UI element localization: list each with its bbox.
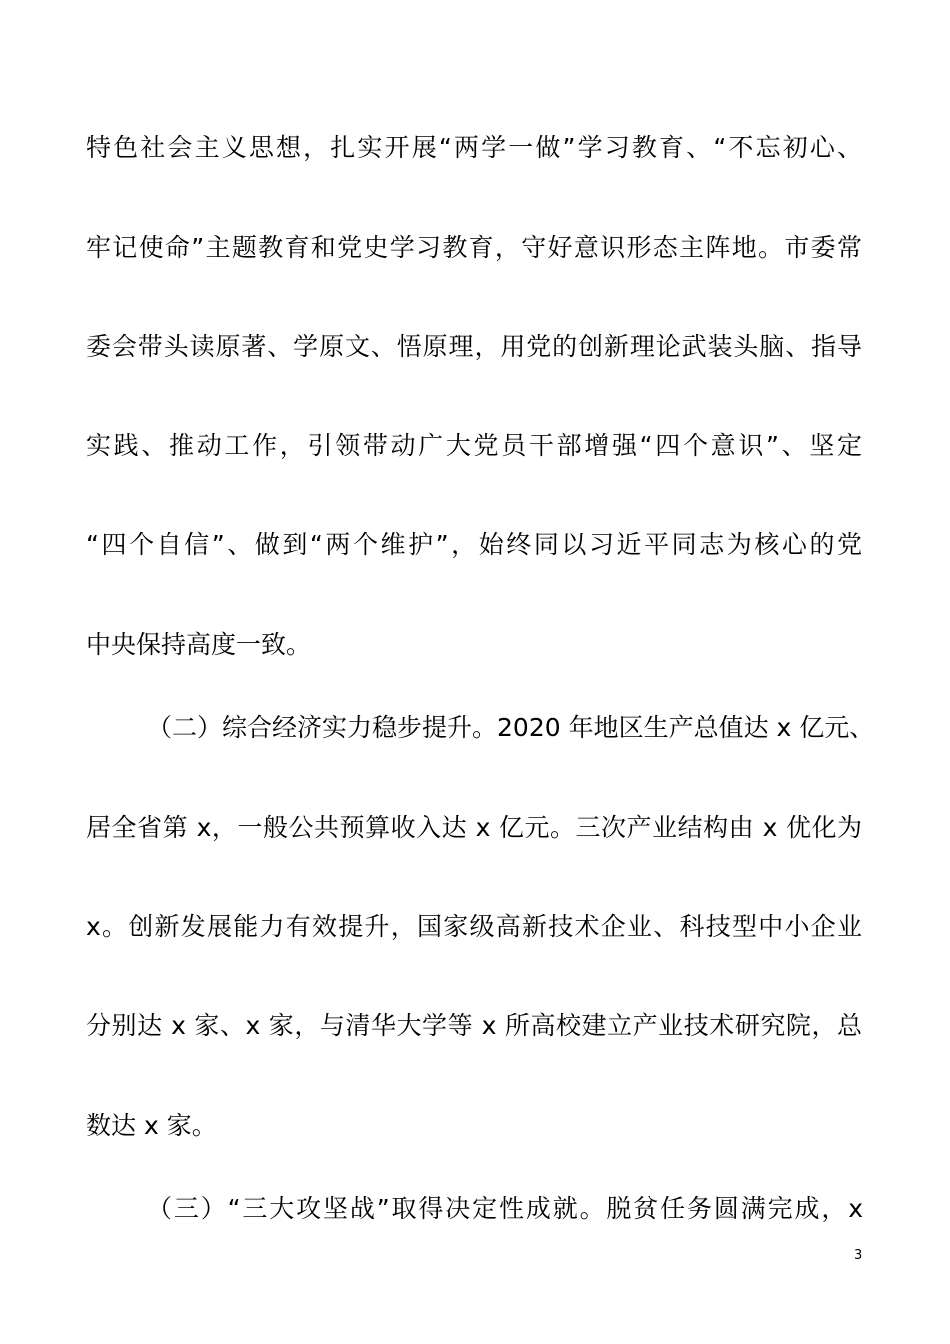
paragraph-line: x。创新发展能力有效提升，国家级高新技术企业、科技型中小企业	[86, 912, 862, 941]
paragraph-line: 数达 x 家。	[86, 1111, 217, 1140]
paragraph-line: 中央保持高度一致。	[86, 630, 312, 659]
paragraph-line: 牢记使命”主题教育和党史学习教育，守好意识形态主阵地。市委常	[86, 233, 862, 262]
paragraph-line: “四个自信”、做到“两个维护”，始终同以习近平同志为核心的党	[86, 530, 862, 559]
page-number: 3	[854, 1248, 863, 1263]
section-heading-line: （三）“三大攻坚战”取得决定性成就。脱贫任务圆满完成，x	[147, 1194, 863, 1223]
paragraph-line: 特色社会主义思想，扎实开展“两学一做”学习教育、“不忘初心、	[86, 133, 862, 162]
paragraph-line: 委会带头读原著、学原文、悟原理，用党的创新理论武装头脑、指导	[86, 332, 862, 361]
paragraph-line: 实践、推动工作，引领带动广大党员干部增强“四个意识”、坚定	[86, 431, 862, 460]
paragraph-line: 分别达 x 家、x 家，与清华大学等 x 所高校建立产业技术研究院，总	[86, 1011, 862, 1040]
paragraph-line: 居全省第 x，一般公共预算收入达 x 亿元。三次产业结构由 x 优化为	[86, 813, 862, 842]
section-heading-line: （二）综合经济实力稳步提升。2020 年地区生产总值达 x 亿元、	[147, 713, 875, 742]
